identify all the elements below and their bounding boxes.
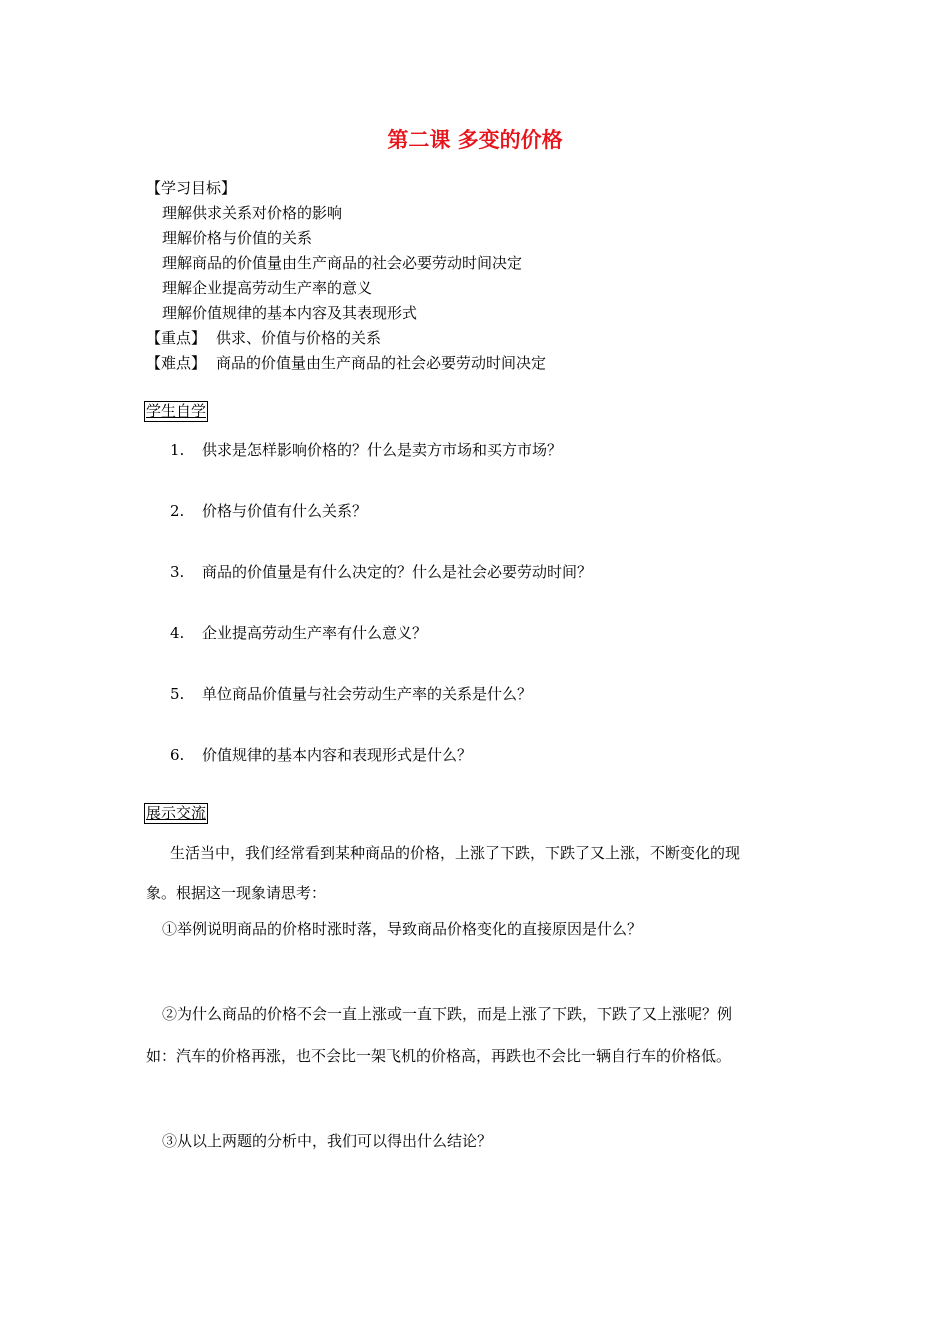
key-point-text: 供求、价值与价格的关系	[216, 329, 382, 347]
objective-item: 理解企业提高劳动生产率的意义	[162, 279, 373, 297]
objective-item: 理解价格与价值的关系	[162, 229, 313, 247]
difficulty-text: 商品的价值量由生产商品的社会必要劳动时间决定	[216, 354, 547, 372]
key-point	[146, 327, 381, 348]
question-text: 商品的价值量是有什么决定的？什么是社会必要劳动时间？	[202, 563, 593, 581]
difficulty-label: 【难点】	[146, 354, 207, 372]
question-number: 1.	[170, 441, 185, 459]
question-number: 6.	[170, 746, 185, 764]
discussion-question-2: ②为什么商品的价格不会一直上涨或一直下跌，而是上涨了下跌，下跌了又上涨呢？例	[162, 1005, 733, 1023]
question-item	[170, 683, 532, 704]
question-text: 供求是怎样影响价格的？什么是卖方市场和买方市场？	[202, 441, 563, 459]
question-text: 价值规律的基本内容和表现形式是什么？	[202, 746, 473, 764]
discussion-intro-line: 象。根据这一现象请思考：	[146, 884, 327, 902]
discussion-intro-line: 生活当中，我们经常看到某种商品的价格，上涨了下跌，下跌了又上涨，不断变化的现	[170, 844, 741, 862]
difficulty-point	[146, 352, 546, 373]
question-number: 4.	[170, 624, 185, 642]
page-title: 第二课 多变的价格	[387, 128, 563, 152]
objective-item: 理解商品的价值量由生产商品的社会必要劳动时间决定	[162, 254, 523, 272]
question-item	[170, 622, 427, 643]
discussion-question-2-cont: 如：汽车的价格再涨，也不会比一架飞机的价格高，再跌也不会比一辆自行车的价格低。	[146, 1047, 732, 1065]
objective-item: 理解价值规律的基本内容及其表现形式	[162, 304, 418, 322]
question-text: 价格与价值有什么关系？	[202, 502, 368, 520]
self-study-heading: 学生自学	[146, 402, 207, 420]
question-item	[170, 500, 367, 521]
question-number: 3.	[170, 563, 185, 581]
discussion-question-1: ①举例说明商品的价格时涨时落，导致商品价格变化的直接原因是什么？	[162, 920, 643, 938]
objective-item: 理解供求关系对价格的影响	[162, 204, 343, 222]
discussion-question-3: ③从以上两题的分析中，我们可以得出什么结论？	[162, 1132, 493, 1150]
question-item	[170, 744, 472, 765]
question-text: 单位商品价值量与社会劳动生产率的关系是什么？	[202, 685, 533, 703]
question-text: 企业提高劳动生产率有什么意义？	[202, 624, 428, 642]
objectives-heading: 【学习目标】	[146, 179, 237, 197]
question-number: 5.	[170, 685, 185, 703]
question-number: 2.	[170, 502, 185, 520]
question-item	[170, 561, 592, 582]
discussion-heading: 展示交流	[146, 804, 207, 822]
question-item	[170, 439, 562, 460]
key-point-label: 【重点】	[146, 329, 207, 347]
